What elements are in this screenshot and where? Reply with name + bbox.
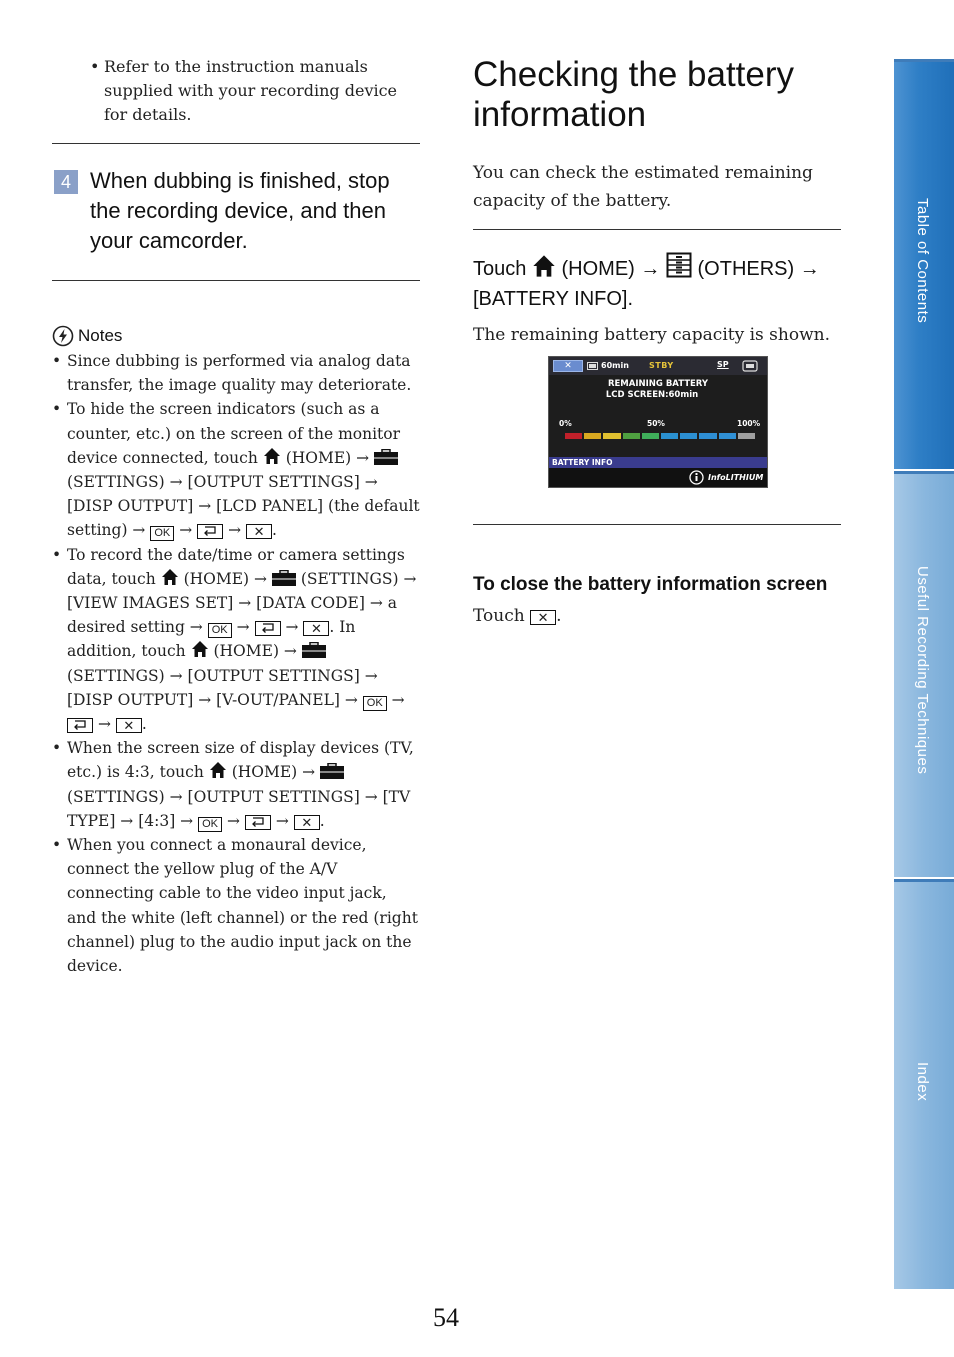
lcd-heading-line: LCD SCREEN:60min	[605, 390, 699, 400]
others-icon	[666, 252, 692, 278]
battery-info-label: [BATTERY INFO].	[473, 288, 634, 310]
reference-note	[52, 55, 420, 127]
close-icon: ✕	[246, 524, 272, 539]
notes-title: Notes	[78, 326, 123, 345]
note-text: When the screen size of display devices (TV, etc.) is 4:3, touch	[67, 739, 414, 782]
page-number: 54	[433, 1303, 459, 1332]
note-text: (SETTINGS) → [VIEW IMAGES SET] → [DATA CODE] → a desired setting →	[67, 569, 417, 637]
note-text: →	[285, 618, 299, 637]
home-icon	[191, 640, 209, 658]
close-icon: ✕	[303, 621, 329, 636]
battery-segment	[719, 433, 736, 439]
return-icon	[245, 815, 271, 830]
note-item	[52, 397, 420, 542]
instruction-text: (HOME) →	[561, 258, 661, 280]
note-text: .	[272, 521, 277, 540]
note-text: (HOME) →	[285, 448, 370, 467]
tab-index[interactable]	[894, 879, 954, 1289]
close-icon: ✕	[116, 718, 142, 733]
divider	[473, 524, 841, 525]
ok-button-icon: OK	[198, 817, 222, 832]
notes-list	[52, 349, 420, 978]
note-item	[52, 349, 420, 397]
note-text: →	[179, 521, 193, 540]
tab-table-of-contents[interactable]	[894, 59, 954, 469]
settings-toolbox-icon	[374, 449, 398, 465]
note-text: To hide the screen indicators (such as a counter, etc.) on the screen of the monitor device connected, touch	[67, 400, 401, 467]
note-text: →	[236, 618, 250, 637]
battery-icon	[587, 362, 599, 370]
settings-toolbox-icon	[272, 570, 296, 586]
notes-heading	[52, 325, 420, 347]
left-column	[52, 55, 420, 978]
right-column	[473, 55, 841, 629]
note-text: .	[141, 715, 147, 734]
lcd-sp: SP	[717, 360, 729, 369]
reference-note-text: Refer to the instruction manuals supplied with your recording device for details.	[104, 57, 398, 124]
note-text: (SETTINGS) → [OUTPUT SETTINGS] → [DISP OUTPUT] → [LCD PANEL] (the default setting) →	[67, 473, 420, 540]
note-text: (SETTINGS) → [OUTPUT SETTINGS] → [TV TYPE] → [4:3] →	[67, 787, 411, 830]
lcd-scale-50: 50%	[647, 419, 665, 428]
lcd-brand: InfoLITHIUM	[708, 473, 764, 482]
home-icon	[263, 447, 281, 465]
bullet: •	[90, 57, 100, 76]
home-icon	[532, 254, 556, 278]
lcd-card-icon	[742, 360, 758, 372]
note-item	[52, 833, 420, 978]
info-lithium-icon	[689, 470, 704, 485]
return-icon	[67, 718, 93, 733]
note-text: . In addition, touch	[67, 618, 356, 661]
shown-text: The remaining battery capacity is shown.	[473, 325, 830, 345]
close-screen-heading: To close the battery information screen	[473, 574, 828, 595]
battery-level-bar	[565, 433, 755, 439]
note-item	[52, 736, 420, 833]
battery-segment	[680, 433, 697, 439]
return-icon	[197, 524, 223, 539]
note-text: (HOME) →	[183, 569, 267, 588]
battery-info-screen	[548, 356, 768, 488]
tab-label: Table of Contents	[914, 198, 931, 324]
tab-label: Index	[914, 1062, 931, 1102]
lcd-close-button: ✕	[553, 360, 583, 372]
settings-toolbox-icon	[302, 642, 326, 658]
lcd-scale-100: 100%	[737, 419, 761, 428]
close-instruction-text: Touch	[473, 606, 525, 626]
note-text: →	[226, 811, 240, 830]
note-text: (HOME) →	[213, 642, 297, 661]
lcd-heading-line: REMAINING BATTERY	[607, 379, 709, 389]
lcd-footer: BATTERY INFO	[549, 457, 767, 468]
instruction-text: (OTHERS) →	[697, 258, 820, 280]
battery-segment	[603, 433, 620, 439]
lcd-stby: STBY	[649, 361, 674, 370]
battery-segment	[584, 433, 601, 439]
note-item	[52, 543, 420, 737]
step-4	[52, 166, 420, 256]
lcd-scale-0: 0%	[559, 419, 572, 428]
battery-segment	[661, 433, 678, 439]
instruction-text: Touch	[473, 258, 527, 280]
home-icon	[161, 568, 179, 586]
note-text: →	[275, 811, 289, 830]
step-number: 4	[54, 170, 78, 194]
page-title: Checking the battery information	[473, 55, 795, 134]
return-icon	[255, 621, 281, 636]
divider	[52, 143, 420, 144]
close-icon: ✕	[294, 815, 320, 830]
divider	[473, 229, 841, 230]
note-text: (HOME) →	[231, 763, 316, 782]
note-text: Since dubbing is performed via analog data transfer, the image quality may deteriorate.	[67, 352, 412, 395]
note-text: To record the date/time or camera settings data, touch	[67, 545, 405, 588]
ok-button-icon: OK	[208, 623, 232, 638]
note-text: →	[391, 690, 405, 709]
settings-toolbox-icon	[320, 763, 344, 779]
lcd-battery-time: 60min	[601, 361, 629, 370]
note-text: When you connect a monaural device, connect the yellow plug of the A/V connecting cable to the video input jack, and the white (left channel) or the red (right channel) plug to the audio input jack on the device.	[67, 836, 418, 976]
battery-segment	[699, 433, 716, 439]
tab-useful-recording-techniques[interactable]	[894, 471, 954, 877]
note-text: .	[319, 811, 325, 830]
tab-label: Useful Recording Techniques	[914, 566, 931, 775]
note-text: (SETTINGS) → [OUTPUT SETTINGS] → [DISP OUTPUT] → [V-OUT/PANEL] →	[67, 666, 378, 709]
battery-segment	[738, 433, 755, 439]
ok-button-icon: OK	[150, 526, 174, 541]
close-instruction	[473, 603, 841, 629]
instruction-line	[473, 252, 841, 314]
lcd-heading	[549, 379, 767, 401]
notes-icon	[52, 325, 74, 347]
close-instruction-text: .	[556, 606, 562, 626]
battery-segment	[623, 433, 640, 439]
battery-segment	[565, 433, 582, 439]
battery-segment	[642, 433, 659, 439]
note-text: →	[97, 715, 111, 734]
step-text: When dubbing is finished, stop the recording device, and then your camcorder.	[90, 168, 390, 253]
home-icon	[209, 761, 227, 779]
close-icon: ✕	[530, 610, 556, 625]
note-text: →	[228, 521, 242, 540]
divider	[52, 280, 420, 281]
intro-text: You can check the estimated remaining capacity of the battery.	[473, 163, 813, 211]
ok-button-icon: OK	[363, 696, 387, 711]
